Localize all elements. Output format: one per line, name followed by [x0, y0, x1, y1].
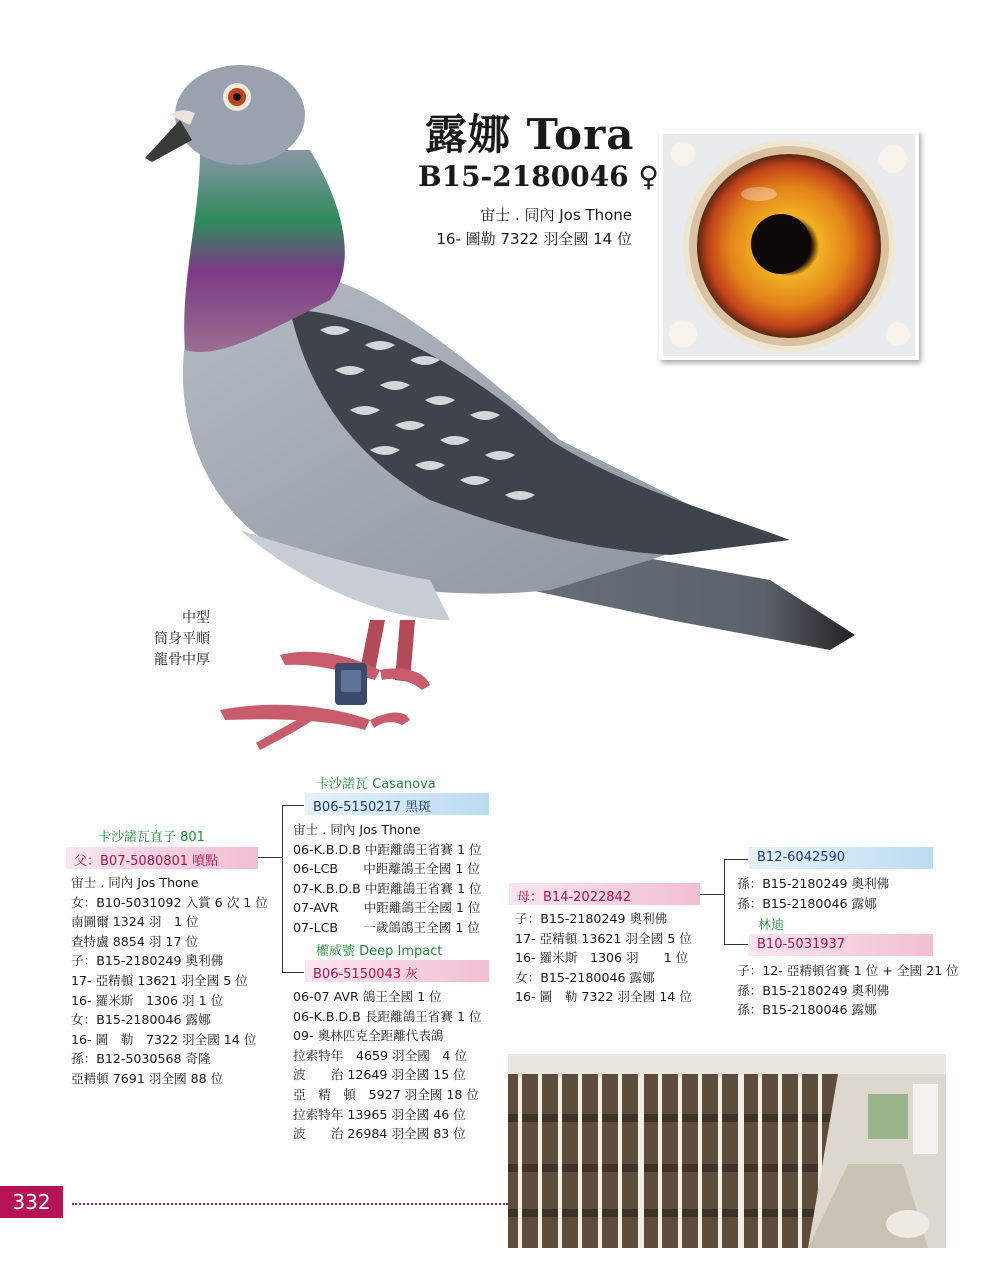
grandsire-line: 07-AVR 中距離鴿王全國 1 位 [293, 900, 481, 916]
connector-grandsire [282, 805, 304, 806]
loft-photo [508, 1054, 946, 1248]
father-line: 女：B15-2180046 露娜 [71, 1012, 211, 1028]
father-line: 宙士 . 同內 Jos Thone [71, 875, 199, 890]
granddam-line: 拉索特年 4659 羽全國 4 位 [293, 1047, 468, 1063]
grandsire-line: 06-LCB 中距離鴿王全國 1 位 [293, 861, 480, 877]
granddam-line: 09- 奧林匹克全距離代表鴿 [293, 1028, 444, 1044]
father-line: 子：B15-2180249 奧利佛 [71, 953, 224, 969]
connector-granddam [282, 972, 304, 973]
grandsire-line: 宙士 . 同內 Jos Thone [293, 822, 421, 837]
mother-ring-box: 母：B14-2022842 [509, 883, 700, 905]
trait-size: 中型 [182, 610, 210, 626]
dam-grandsire-line: 孫：B15-2180046 露娜 [737, 895, 877, 911]
maternal-grandmother-ring-box: B10-5031937 [749, 934, 933, 956]
father-line: 17- 亞精頓 13621 羽全國 5 位 [71, 972, 248, 988]
grandsire-line: 07-LCB 一歲鴿鴿王全國 1 位 [293, 919, 480, 935]
father-ring-box: 父：B07-5080801 噴點 [66, 847, 258, 869]
mother-line: 子：B15-2180249 奧利佛 [515, 911, 668, 926]
footer-dotted-rule [72, 1203, 508, 1205]
father-line: 女：B10-5031092 入賞 6 次 1 位 [71, 894, 268, 910]
granddam-line: 06-07 AVR 鴿王全國 1 位 [293, 989, 442, 1004]
granddam-line: 06-K.B.D.B 長距離鴿王省賽 1 位 [293, 1008, 482, 1024]
dam-grandsire-line: 孫：B15-2180249 奧利佛 [737, 876, 890, 891]
father-info [71, 873, 268, 1089]
maternal-grandmother-info [737, 961, 959, 1020]
maternal-grandmother-nickname: 林迪 [758, 918, 785, 933]
pigeon-ring-number: B15-2180046 ♀ [418, 160, 659, 193]
father-line: 16- 圖 勒 7322 羽全國 14 位 [71, 1031, 257, 1047]
paternal-grandfather-info [293, 820, 482, 938]
father-line: 亞精頓 7691 羽全國 88 位 [71, 1070, 224, 1086]
connector-dam-granddam [724, 944, 748, 945]
connector-dam-grandsire [724, 859, 748, 860]
mother-line: 16- 羅米斯 1306 羽 1 位 [515, 950, 689, 966]
mother-line: 16- 圖 勒 7322 羽全國 14 位 [515, 989, 692, 1005]
granddam-line: 拉索特年 13965 羽全國 46 位 [293, 1106, 466, 1122]
mother-info [515, 909, 692, 1007]
granddam-line: 波 治 26984 羽全國 83 位 [293, 1126, 466, 1142]
connector-father-vertical [282, 805, 283, 973]
dam-granddam-line: 孫：B15-2180046 露娜 [737, 1002, 877, 1018]
body-traits [140, 608, 210, 671]
paternal-grandfather-ring-box: B06-5150217 黑斑 [305, 793, 489, 815]
grandsire-line: 07-K.B.D.B 中距離鴿王省賽 1 位 [293, 880, 482, 896]
father-line: 孫：B12-5030568 奇隆 [71, 1051, 211, 1067]
pigeon-result: 16- 圖勒 7322 羽全國 14 位 [436, 230, 632, 248]
paternal-grandmother-ring-box: B06-5150043 灰 [305, 960, 489, 982]
mother-line: 女：B15-2180046 露娜 [515, 969, 655, 985]
maternal-grandfather-info [737, 874, 889, 913]
grandsire-line: 06-K.B.D.B 中距離鴿王省賽 1 位 [293, 841, 482, 857]
granddam-line: 亞 精 頓 5927 羽全國 18 位 [293, 1086, 480, 1102]
pigeon-name: 露娜 Tora [425, 110, 635, 159]
connector-father [258, 857, 282, 858]
paternal-grandmother-nickname: 權威號 Deep Impact [316, 944, 443, 959]
trait-body: 筒身平順 [154, 631, 210, 647]
trait-keel: 龍骨中厚 [154, 652, 210, 668]
father-line: 南圖爾 1324 羽 1 位 [71, 914, 199, 930]
eye-photo [659, 130, 919, 360]
paternal-grandfather-nickname: 卡沙諾瓦 Casanova [316, 777, 436, 792]
dam-granddam-line: 子：12- 亞精頓省賽 1 位 + 全國 21 位 [737, 963, 959, 978]
connector-mother-vertical [724, 859, 725, 944]
pigeon-owner: 宙士 . 同內 Jos Thone [480, 206, 632, 224]
granddam-line: 波 治 12649 羽全國 15 位 [293, 1067, 466, 1083]
page-number: 332 [0, 1186, 63, 1218]
father-nickname: 卡沙諾瓦直子 801 [98, 830, 205, 845]
connector-mother [700, 894, 724, 895]
father-line: 查特盧 8854 羽 17 位 [71, 933, 199, 949]
paternal-grandmother-info [293, 987, 482, 1144]
dam-granddam-line: 孫：B15-2180249 奧利佛 [737, 982, 890, 998]
mother-line: 17- 亞精頓 13621 羽全國 5 位 [515, 930, 692, 946]
maternal-grandfather-ring-box: B12-6042590 [749, 847, 933, 869]
father-line: 16- 羅米斯 1306 羽 1 位 [71, 992, 224, 1008]
